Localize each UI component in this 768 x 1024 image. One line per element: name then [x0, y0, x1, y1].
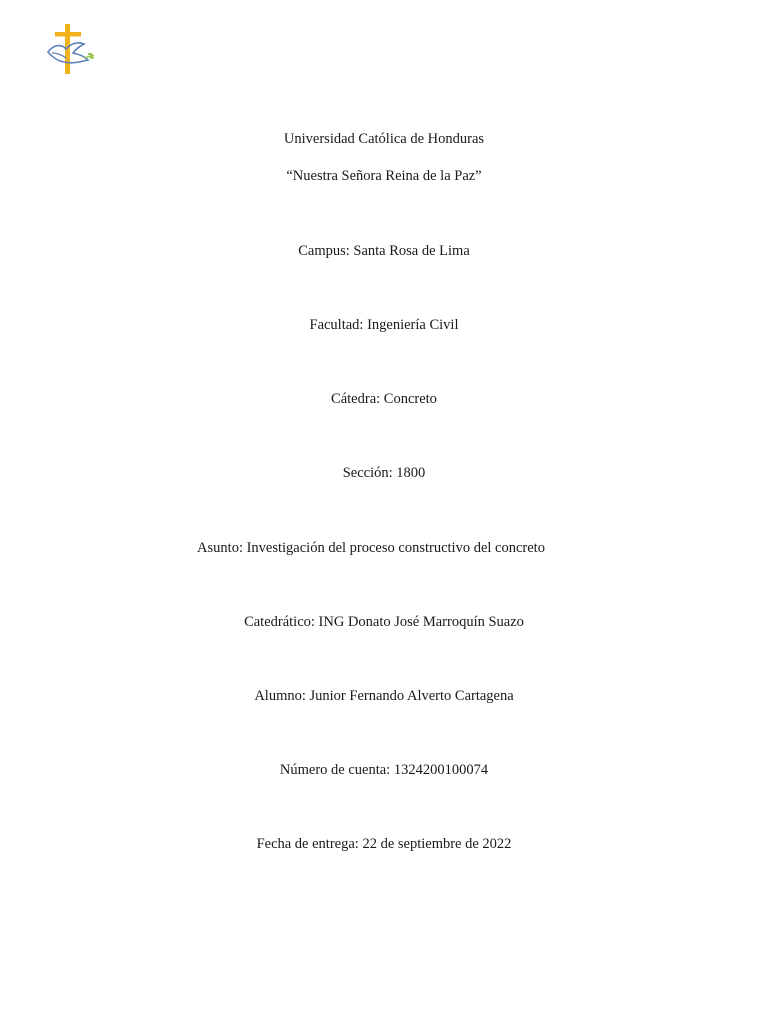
faculty: Facultad: Ingeniería Civil	[309, 317, 459, 333]
course: Cátedra: Concreto	[331, 391, 437, 407]
section: Sección: 1800	[342, 465, 426, 481]
cross-dove-icon	[40, 22, 96, 78]
university-logo	[40, 22, 96, 78]
subject: Asunto: Investigación del proceso constructivo del concreto	[197, 540, 545, 556]
account-number: Número de cuenta: 1324200100074	[279, 762, 489, 778]
university-motto: “Nuestra Señora Reina de la Paz”	[286, 168, 482, 184]
campus: Campus: Santa Rosa de Lima	[298, 243, 470, 259]
university-name: Universidad Católica de Honduras	[283, 131, 485, 147]
professor: Catedrático: ING Donato José Marroquín Suazo	[244, 614, 524, 630]
delivery-date: Fecha de entrega: 22 de septiembre de 2022	[256, 836, 512, 852]
student: Alumno: Junior Fernando Alverto Cartagena	[254, 688, 514, 704]
